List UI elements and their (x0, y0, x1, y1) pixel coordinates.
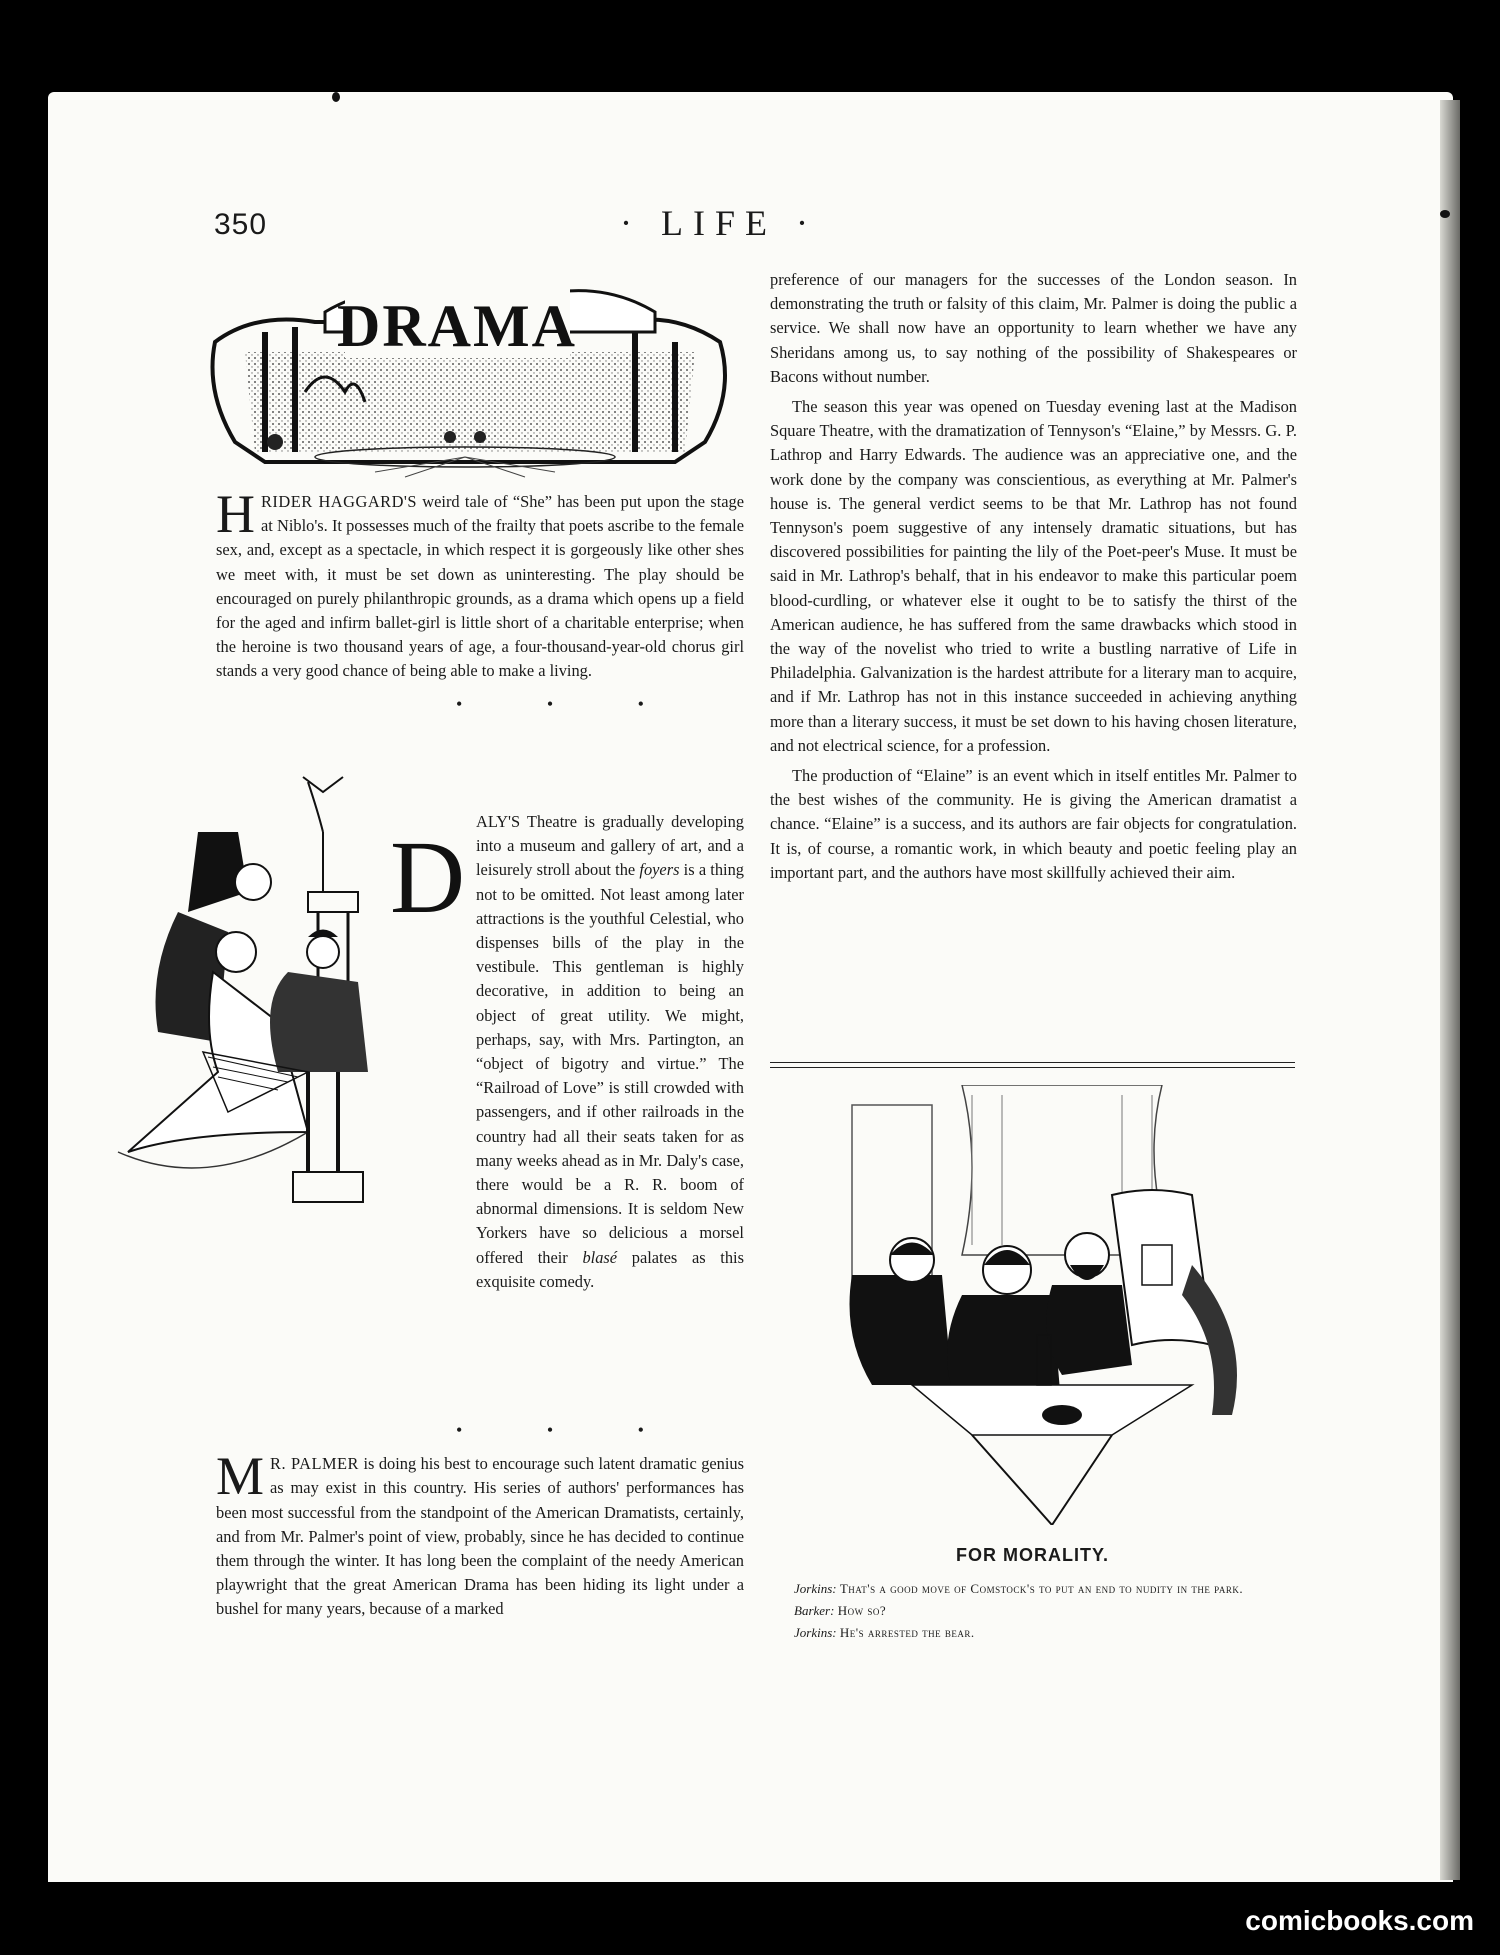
palmer-paragraph (216, 1446, 744, 1621)
cartoon-title: FOR MORALITY. (956, 1545, 1109, 1565)
dropcap-h: H (216, 484, 255, 544)
caption-speaker: Jorkins: (794, 1581, 837, 1596)
page-edge-shadow (1440, 100, 1460, 1880)
haggard-lead: RIDER HAGGARD'S (261, 492, 417, 511)
section-separator: • • • (456, 693, 684, 714)
haggard-paragraph (216, 484, 744, 684)
daly-text-a: ALY'S Theatre is gradually developing into a museum and gallery of art, and a leisurely stroll about the (476, 812, 744, 880)
speck-mark (332, 92, 340, 102)
palmer-text: is doing his best to encourage such latent dramatic genius as may exist in this country. His series of authors' performances has been most successful from the standpoint of the American Dramatists, certainly, and from Mr. Palmer's point of view, probably, since he has decided to continue them through the winter. It has long been the complaint of the needy American playwright that the great American Drama has been hiding its light under a bushel for many years, because of a marked (216, 1454, 744, 1619)
caption-speaker: Barker: (794, 1603, 835, 1618)
right-paragraph-3: The production of “Elaine” is an event which in itself entitles Mr. Palmer to the best wishes of the community. He is giving the American dramatist a chance. “Elaine” is a success, and its authors are fair objects for congratulation. It is, of course, a romantic work, in which beauty and poetic feeling play an important part, and the authors have most skillfully achieved their aim. (770, 766, 1297, 882)
dropcap-m: M (216, 1446, 265, 1507)
left-column (216, 484, 744, 726)
watermark: comicbooks.com (1245, 1905, 1474, 1936)
daly-text-c: palates as this exquisite comedy. (476, 1247, 744, 1291)
caption-text: That's a good move of Comstock's to put an end to nudity in the park. (839, 1581, 1244, 1596)
palmer-lead: R. PALMER (270, 1454, 359, 1474)
daly-paragraph (476, 810, 744, 1294)
dropcap-d: D (390, 820, 466, 935)
right-column (770, 268, 1297, 891)
cartoon-caption (770, 1578, 1295, 1644)
magazine-title: · LIFE · (620, 203, 818, 243)
caption-line (770, 1622, 1295, 1644)
right-paragraph-2: The season this year was opened on Tuesday evening last at the Madison Square Theatre, with the dramatization of Tennyson's “Elaine,” by Messrs. G. P. Lathrop and Harry Edwards. The audience was an appreciative one, and the work done by the company was conscientious, as everything at Mr. Palmer's house is. The general verdict seems to be that Mr. Lathrop has not found Tennyson's poem suggestive of any intensely dramatic situations, but has discovered possibilities for painting the lily of the Poet-peer's Muse. It must be said in Mr. Lathrop's behalf, that in his endeavor to make this particular poem blood-curdling, or whatever else it ought to be to satisfy the thirst of the American audience, he has suffered from the same drawbacks which stood in the way of the novelist who tried to write a bustling narrative of Life in Philadelphia. Galvanization is the hardest attribute for a literary man to acquire, and if Mr. Lathrop has not in this instance succeeded in achieving anything more than a literary success, it must be set down to his having chosen literature, and not electrical science, for a profession. (770, 397, 1297, 755)
caption-line (770, 1600, 1295, 1622)
daly-text-b: is a thing not to be omitted. Not least among later attractions is the youthful Celestial, who dispenses bills of the play in the vestibule. This gentleman is highly decorative, in addition to being an object of great utility. We might, perhaps, say, with Mrs. Partington, an “object of bigotry and virtue.” The “Railroad of Love” is still crowded with passengers, and if other railroads in the country had all their seats taken for as many weeks ahead as in Mr. Daly's case, there would be a R. R. boom of abnormal dimensions. It is seldom New Yorkers have so delicious a morsel offered their (476, 860, 744, 1267)
daly-blase: blasé (582, 1247, 618, 1267)
caption-text: He's arrested the bear. (839, 1625, 975, 1640)
dalys-theatre-illustration (108, 772, 478, 1247)
haggard-text: weird tale of “She” has been put upon the stage at Niblo's. It possesses much of the frailty that poets ascribe to the female sex, and, except as a spectacle, in which respect it is gorgeously like other shes we meet with, it must be set down as uninteresting. The play should be encouraged on purely philanthropic grounds, as a drama which opens up a field for the aged and infirm ballet-girl is little short of a charitable enterprise; when the heroine is two thousand years of age, a four-thousand-year-old chorus girl stands a very good chance of being able to make a living. (216, 492, 744, 681)
section-rule (770, 1062, 1295, 1068)
speck-mark (1440, 210, 1450, 218)
daly-foyers: foyers (639, 860, 680, 880)
drama-banner-illustration (205, 272, 735, 484)
for-morality-cartoon (812, 1085, 1277, 1525)
right-paragraph-1: preference of our managers for the successes of the London season. In demonstrating the truth or falsity of this claim, Mr. Palmer is doing the public a service. We shall now have an opportunity to learn whether we have any Sheridans among us, to say nothing of the possibility of Shakespeares or Bacons without number. (770, 270, 1297, 386)
caption-text: How so? (837, 1603, 887, 1618)
caption-line (770, 1578, 1295, 1600)
palmer-column (216, 1410, 744, 1628)
page-number: 350 (214, 208, 268, 241)
section-separator: • • • (456, 1420, 684, 1440)
caption-speaker: Jorkins: (794, 1625, 837, 1640)
daly-column-narrow (476, 810, 744, 1300)
banner-title: DRAMA (337, 293, 577, 359)
